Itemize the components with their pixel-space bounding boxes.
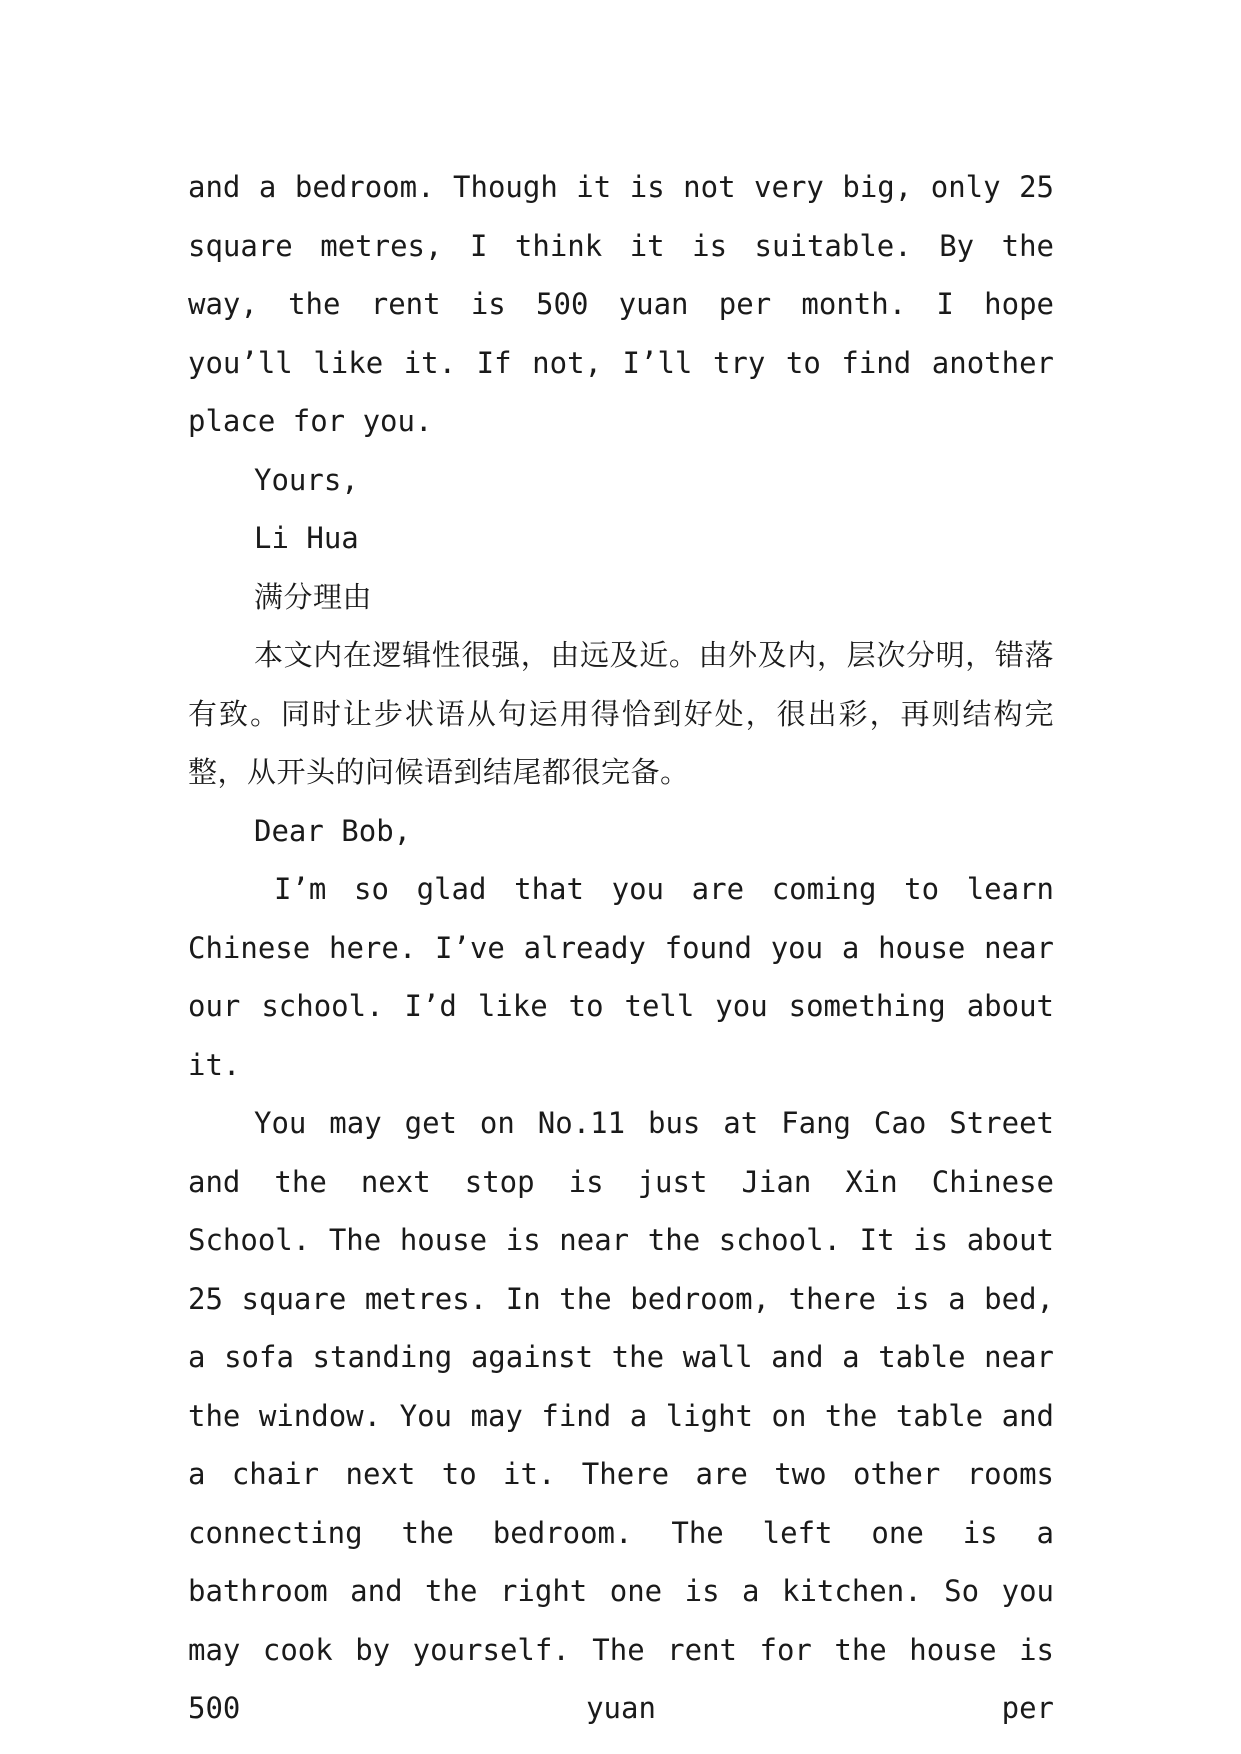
letter-salutation: Dear Bob, (254, 813, 412, 848)
document-body (188, 158, 1054, 1738)
letter-continuation-paragraph: and a bedroom. Though it is not very big, only 25 square metres, I think it is suitable. By the way, the rent is 500 yuan per month. I hope you’ll like it. If not, I’ll try to find another place for you. (188, 170, 1054, 438)
letter-opening-paragraph: I’m so glad that you are coming to learn Chinese here. I’ve already found you a house near our school. I’d like to tell you something about it. (188, 872, 1054, 1082)
section-heading-full-score-reason: 满分理由 (254, 579, 373, 614)
letter-signature: Li Hua (254, 521, 359, 555)
letter-body-paragraph: You may get on No.11 bus at Fang Cao Street and the next stop is just Jian Xin Chinese School. The house is near the school. It is about 25 square metres. In the bedroom, there is a bed, a sofa standing against the wall and a table near the window. You may find a light on the table and a chair next to it. There are two other rooms connecting the bedroom. The left one is a bathroom and the right one is a kitchen. So you may cook by yourself. The rent for the house is 500 yuan per (188, 1106, 1054, 1725)
letter-closing: Yours, (254, 462, 359, 497)
commentary-paragraph: 本文内在逻辑性很强，由远及近。由外及内，层次分明，错落有致。同时让步状语从句运用得恰到好处，很出彩，再则结构完整，从开头的问候语到结尾都很完备。 (188, 638, 1054, 789)
